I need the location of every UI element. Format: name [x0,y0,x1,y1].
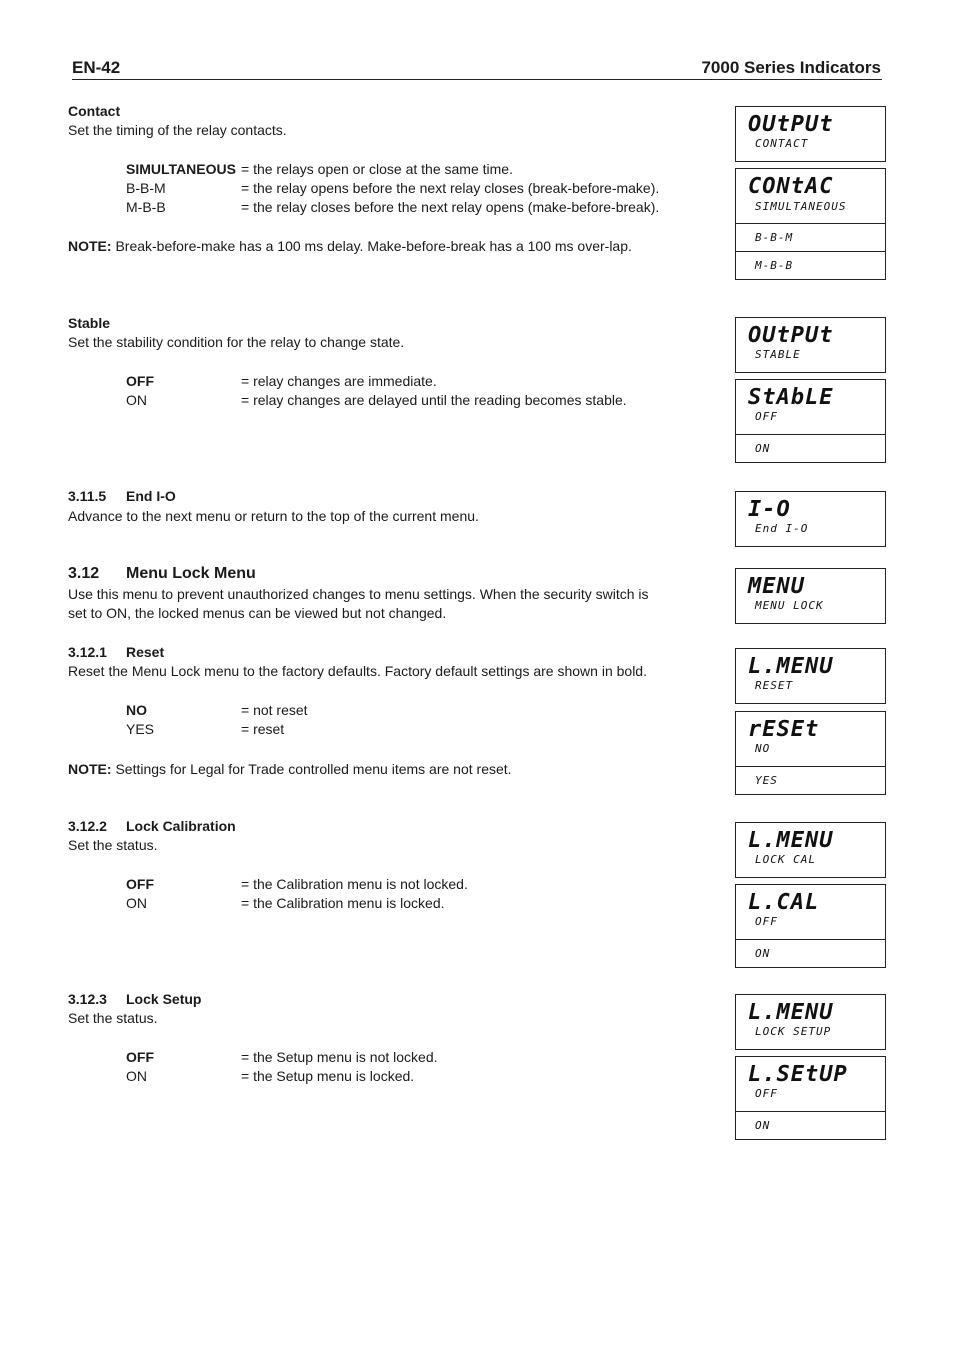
lcd-main-text: StAbLE [748,385,834,410]
note-text: Settings for Legal for Trade controlled menu items are not reset. [111,761,512,777]
lcd-main-text: OUtPUt [748,323,834,348]
lcd-option-row [735,1112,886,1140]
lcd-contact [735,168,886,224]
lcd-main-text: rESEt [748,717,820,742]
lcd-sub-text: STABLE [755,348,801,361]
lcd-main-text: OUtPUt [748,112,834,137]
lock-setup-description: Set the status. [68,1010,158,1026]
lock-setup-option-value: = the Setup menu is not locked. [241,1049,438,1065]
section-title: Lock Setup [126,991,202,1007]
lcd-sub-text: SIMULTANEOUS [755,200,847,213]
lcd-main-text: L.MENU [748,828,834,853]
menu-lock-heading [68,565,256,583]
lcd-sub-text: RESET [755,679,794,692]
end-io-description: Advance to the next menu or return to the top of the current menu. [68,508,479,524]
note-text: Break-before-make has a 100 ms delay. Make-before-break has a 100 ms over-lap. [111,238,632,254]
contact-description: Set the timing of the relay contacts. [68,122,287,138]
lock-setup-heading [68,991,201,1007]
section-title: Menu Lock Menu [126,565,256,582]
section-title: Reset [126,644,165,660]
lcd-reset [735,711,886,767]
contact-option-key: SIMULTANEOUS [126,161,236,177]
lcd-output-contact [735,106,886,162]
lcd-io [735,491,886,547]
lcd-option-row [735,252,886,280]
lcd-output-stable [735,317,886,373]
note-label: NOTE: [68,238,112,254]
lock-cal-option-value: = the Calibration menu is locked. [241,895,445,911]
lcd-option-text: M-B-B [755,259,794,272]
section-number: 3.12.1 [68,644,107,660]
contact-option-value: = the relay closes before the next relay opens (make-before-break). [241,199,660,215]
contact-option-value: = the relay opens before the next relay closes (break-before-make). [241,180,660,196]
lcd-sub-text: MENU LOCK [755,599,824,612]
lcd-sub-text: End I-O [755,522,809,535]
lcd-sub-text: OFF [755,1087,778,1100]
lcd-sub-text: LOCK CAL [755,853,816,866]
lcd-option-row [735,435,886,463]
section-title: End I-O [126,488,176,504]
lcd-lmenu-cal [735,822,886,878]
lcd-stable [735,379,886,435]
contact-note [68,237,632,256]
lock-cal-heading [68,818,236,834]
lock-setup-option-value: = the Setup menu is locked. [241,1068,415,1084]
reset-option-value: = not reset [241,702,308,718]
lock-setup-option-key: OFF [126,1049,154,1065]
reset-option-value: = reset [241,721,285,737]
lcd-option-text: YES [755,774,778,787]
contact-option-value: = the relays open or close at the same time. [241,161,513,177]
reset-description: Reset the Menu Lock menu to the factory defaults. Factory default settings are shown in bold. [68,663,647,679]
lcd-sub-text: CONTACT [755,137,809,150]
lcd-option-text: B-B-M [755,231,794,244]
contact-option-key: B-B-M [126,180,166,196]
stable-option-value: = relay changes are delayed until the reading becomes stable. [241,392,627,408]
lcd-option-row [735,767,886,795]
section-number: 3.12.3 [68,991,107,1007]
header-rule [72,79,882,80]
lock-cal-option-key: OFF [126,876,154,892]
page-number: EN-42 [72,58,121,77]
lcd-lcal [735,884,886,940]
document-title: 7000 Series Indicators [701,58,881,77]
lcd-option-text: ON [755,947,771,960]
lcd-sub-text: OFF [755,915,778,928]
lock-cal-option-key: ON [126,895,147,911]
note-label: NOTE: [68,761,112,777]
lcd-main-text: L.MENU [748,654,834,679]
lcd-menu [735,568,886,624]
end-io-heading [68,488,176,504]
lcd-main-text: L.MENU [748,1000,834,1025]
lcd-lmenu-setup [735,994,886,1050]
lcd-lmenu-reset [735,648,886,704]
reset-option-key: NO [126,702,147,718]
menu-lock-description: Use this menu to prevent unauthorized changes to menu settings. When the security switch is set to ON, the locked menus can be viewed but not changed. [68,586,649,621]
lcd-main-text: L.SEtUP [748,1062,848,1087]
lock-cal-option-value: = the Calibration menu is not locked. [241,876,468,892]
lcd-sub-text: NO [755,742,771,755]
section-number: 3.12 [68,565,100,582]
lcd-sub-text: OFF [755,410,778,423]
lock-setup-option-key: ON [126,1068,147,1084]
section-number: 3.11.5 [68,488,107,504]
reset-option-key: YES [126,721,155,737]
lcd-option-row [735,224,886,252]
stable-option-value: = relay changes are immediate. [241,373,437,389]
section-title: Lock Calibration [126,818,236,834]
reset-heading [68,644,164,660]
lcd-main-text: I-O [748,497,791,522]
stable-description: Set the stability condition for the relay to change state. [68,334,405,350]
lcd-option-text: ON [755,442,771,455]
reset-note [68,760,512,779]
lcd-option-text: ON [755,1119,771,1132]
stable-option-key: ON [126,392,147,408]
contact-option-key: M-B-B [126,199,166,215]
lcd-main-text: L.CAL [748,890,820,915]
lock-cal-description: Set the status. [68,837,158,853]
lcd-lsetup [735,1056,886,1112]
lcd-sub-text: LOCK SETUP [755,1025,832,1038]
section-number: 3.12.2 [68,818,107,834]
lcd-main-text: MENU [748,574,805,599]
stable-option-key: OFF [126,373,154,389]
stable-heading: Stable [68,315,111,331]
lcd-option-row [735,940,886,968]
contact-heading: Contact [68,103,121,119]
lcd-main-text: CONtAC [748,174,834,199]
